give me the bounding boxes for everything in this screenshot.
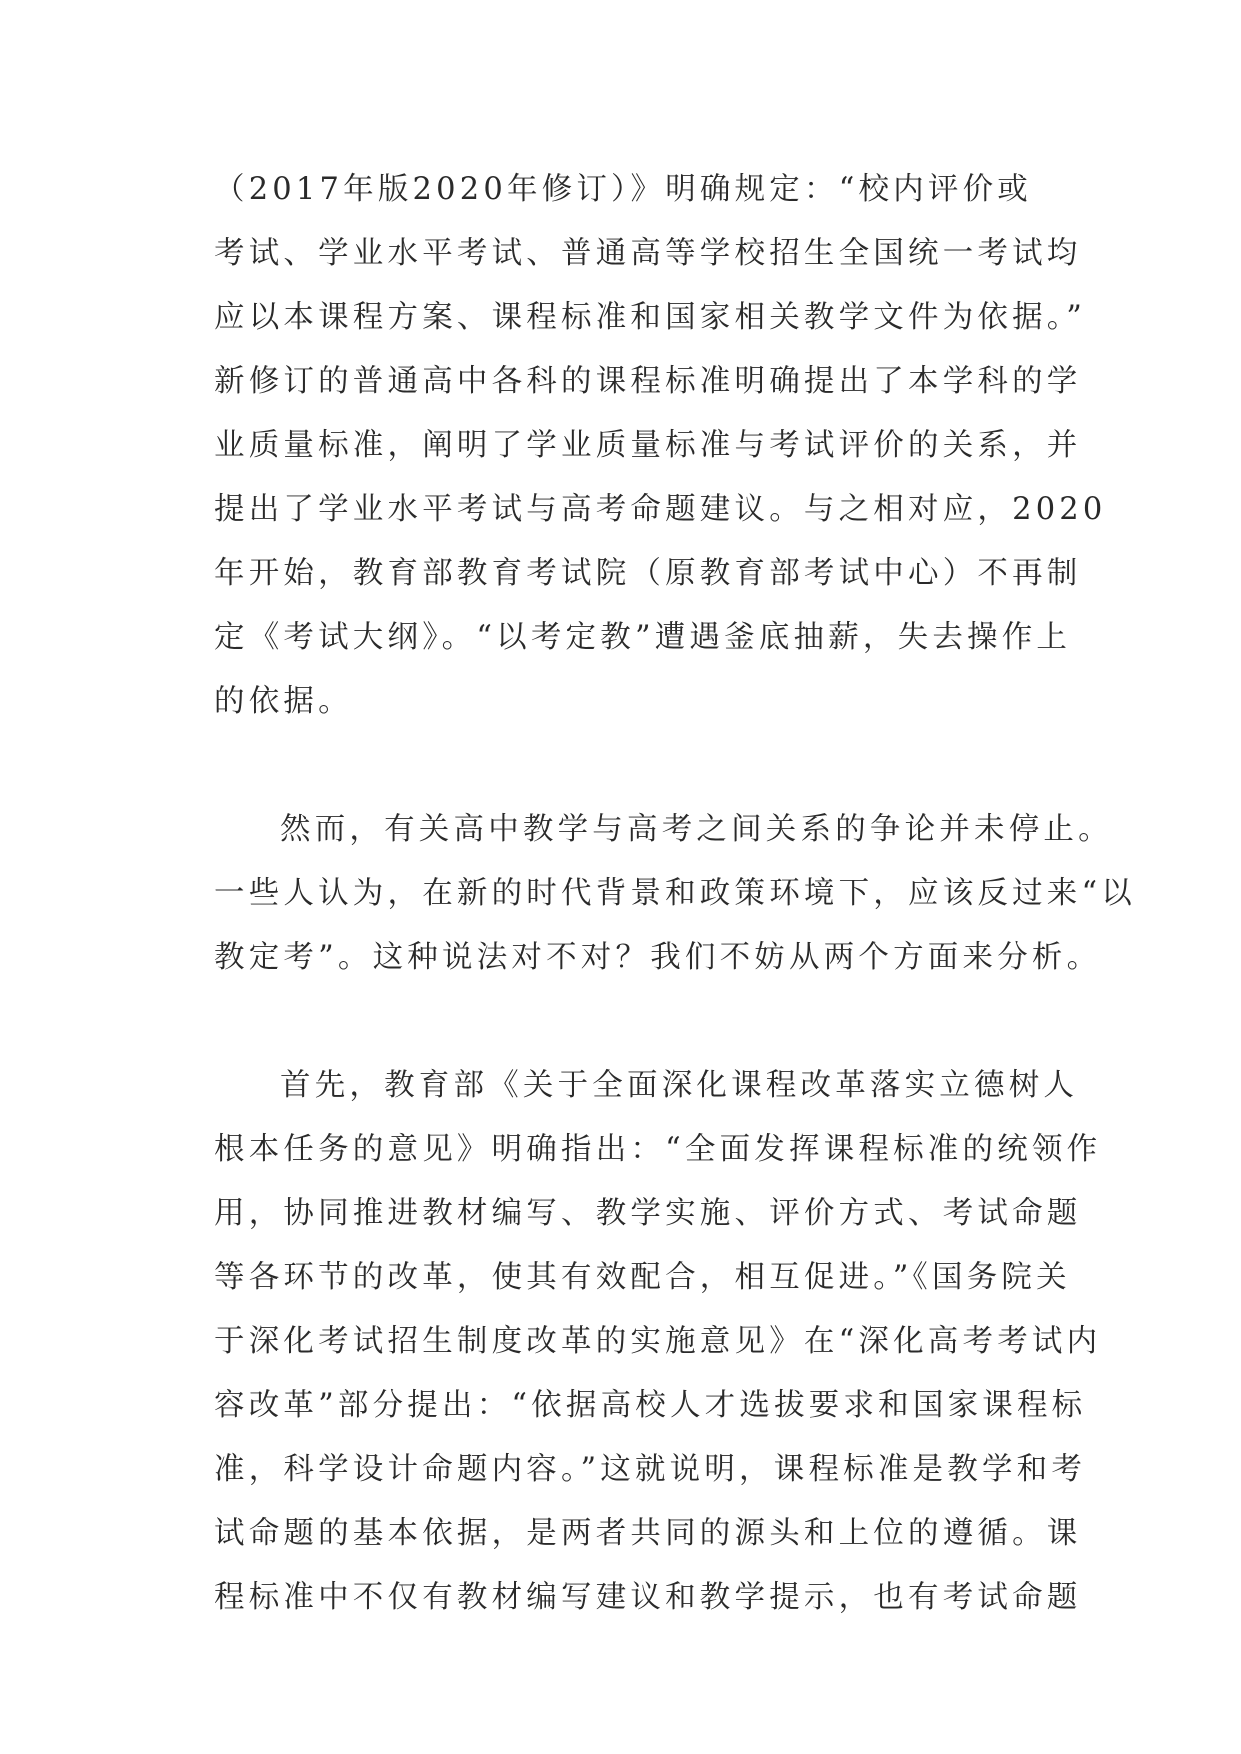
text-line: 应以本课程方案、课程标准和国家相关教学文件为依据。”	[214, 300, 1087, 335]
text-line: 试命题的基本依据，是两者共同的源头和上位的遵循。课	[214, 1516, 1082, 1551]
text-line: 首先，教育部《关于全面深化课程改革落实立德树人	[280, 1068, 1079, 1103]
text-line: 等各环节的改革，使其有效配合，相互促进。”《国务院关	[214, 1260, 1071, 1295]
paragraph-spacer	[214, 734, 1044, 798]
paragraph-3	[214, 1054, 1102, 1630]
text-line: 准，科学设计命题内容。”这就说明，课程标准是教学和考	[214, 1452, 1087, 1487]
text-line: 新修订的普通高中各科的课程标准明确提出了本学科的学	[214, 364, 1082, 399]
text-line: 然而，有关高中教学与高考之间关系的争论并未停止。	[280, 812, 1113, 847]
text-line: 年开始，教育部教育考试院（原教育部考试中心）不再制	[214, 556, 1082, 591]
text-line: （2017年版2020年修订）》明确规定：“校内评价或	[214, 172, 1032, 207]
text-line: 提出了学业水平考试与高考命题建议。与之相对应，2020	[214, 492, 1107, 527]
text-line: 根本任务的意见》明确指出：“全面发挥课程标准的统领作	[214, 1132, 1102, 1167]
text-line: 容改革”部分提出：“依据高校人才选拔要求和国家课程标	[214, 1388, 1087, 1423]
paragraph-1	[214, 158, 1107, 734]
text-line: 用，协同推进教材编写、教学实施、评价方式、考试命题	[214, 1196, 1082, 1231]
text-line: 定《考试大纲》。“以考定教”遭遇釜底抽薪，失去操作上	[214, 620, 1072, 655]
paragraph-2	[214, 798, 1136, 990]
text-line: 程标准中不仅有教材编写建议和教学提示，也有考试命题	[214, 1580, 1082, 1615]
text-line: 教定考”。这种说法对不对？我们不妨从两个方面来分析。	[214, 940, 1102, 975]
text-line: 一些人认为，在新的时代背景和政策环境下，应该反过来“以	[214, 876, 1136, 911]
text-line: 业质量标准，阐明了学业质量标准与考试评价的关系，并	[214, 428, 1082, 463]
document-body	[214, 158, 1136, 1630]
text-line: 考试、学业水平考试、普通高等学校招生全国统一考试均	[214, 236, 1082, 271]
text-line: 的依据。	[214, 684, 353, 719]
text-line: 于深化考试招生制度改革的实施意见》在“深化高考考试内	[214, 1324, 1102, 1359]
paragraph-spacer	[214, 990, 1044, 1054]
